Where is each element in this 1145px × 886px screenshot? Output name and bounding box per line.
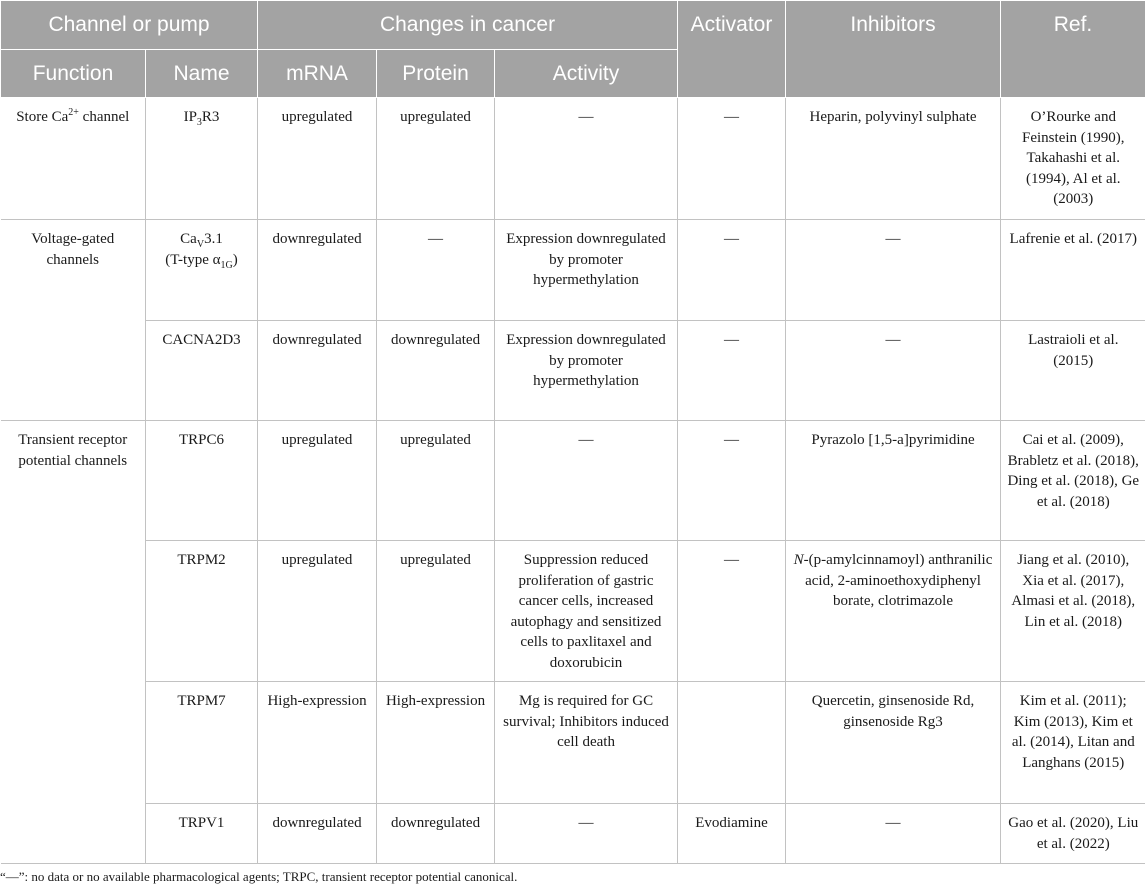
cell-mrna: downregulated bbox=[258, 321, 377, 421]
cell-ref: O’Rourke and Feinstein (1990), Takahashi et al. (1994), Al et al. (2003) bbox=[1001, 98, 1145, 220]
cell-mrna: upregulated bbox=[258, 98, 377, 220]
cell-inhibitors: Pyrazolo [1,5-a]pyrimidine bbox=[786, 421, 1001, 541]
cell-activity: Mg is required for GC survival; Inhibitors induced cell death bbox=[495, 682, 678, 804]
cell-activity: — bbox=[495, 98, 678, 220]
table-row bbox=[1, 804, 1145, 864]
cell-inhibitors: Quercetin, ginsenoside Rd, ginsenoside Rg3 bbox=[786, 682, 1001, 804]
cell-ref: Cai et al. (2009), Brabletz et al. (2018), Ding et al. (2018), Ge et al. (2018) bbox=[1001, 421, 1145, 541]
cell-inhibitors: N-(p-amylcinnamoyl) anthranilic acid, 2-aminoethoxydiphenyl borate, clotrimazole bbox=[786, 541, 1001, 682]
cell-protein: downregulated bbox=[377, 804, 495, 864]
cell-name: $Ca_V3.1$ (T-type $\alpha_{1G}$) bbox=[146, 220, 258, 321]
cell-activator: — bbox=[678, 220, 786, 321]
cell-protein: High-expression bbox=[377, 682, 495, 804]
cell-inhibitors: — bbox=[786, 321, 1001, 421]
cell-name: TRPM7 bbox=[146, 682, 258, 804]
cell-protein: upregulated bbox=[377, 541, 495, 682]
cell-protein: upregulated bbox=[377, 421, 495, 541]
cell-activator: — bbox=[678, 541, 786, 682]
cell-name: CACNA2D3 bbox=[146, 321, 258, 421]
table-footnote: “—”: no data or no available pharmacological agents; TRPC, transient receptor potential canonical. bbox=[0, 869, 518, 884]
cell-inhibitors: Heparin, polyvinyl sulphate bbox=[786, 98, 1001, 220]
cell-activator bbox=[678, 682, 786, 804]
cell-mrna: downregulated bbox=[258, 804, 377, 864]
cell-inhibitors: — bbox=[786, 220, 1001, 321]
cell-activator: Evodiamine bbox=[678, 804, 786, 864]
table-row bbox=[1, 98, 1145, 220]
cell-ref: Lafrenie et al. (2017) bbox=[1001, 220, 1145, 321]
cell-mrna: downregulated bbox=[258, 220, 377, 321]
cell-activator: — bbox=[678, 321, 786, 421]
header-mrna: mRNA bbox=[258, 50, 377, 98]
table-row bbox=[1, 421, 1145, 541]
group-trp-channels: Transient receptor potential channels bbox=[1, 421, 146, 864]
header-protein: Protein bbox=[377, 50, 495, 98]
cell-mrna: High-expression bbox=[258, 682, 377, 804]
table-row bbox=[1, 682, 1145, 804]
table-row bbox=[1, 541, 1145, 682]
header-activity: Activity bbox=[495, 50, 678, 98]
cell-ref: Jiang et al. (2010), Xia et al. (2017), Almasi et al. (2018), Lin et al. (2018) bbox=[1001, 541, 1145, 682]
cell-name: TRPV1 bbox=[146, 804, 258, 864]
cell-mrna: upregulated bbox=[258, 541, 377, 682]
cell-activity: Expression downregulated by promoter hypermethylation bbox=[495, 321, 678, 421]
header-inhibitors: Inhibitors bbox=[786, 1, 1001, 98]
group-store-channel: Store $Ca^{2+}$ channel bbox=[1, 98, 146, 220]
header-ref: Ref. bbox=[1001, 1, 1145, 98]
cell-ref: Lastraioli et al. (2015) bbox=[1001, 321, 1145, 421]
cell-name: TRPM2 bbox=[146, 541, 258, 682]
header-activator: Activator bbox=[678, 1, 786, 98]
cell-activator: — bbox=[678, 421, 786, 541]
cell-activity: — bbox=[495, 804, 678, 864]
cell-activator: — bbox=[678, 98, 786, 220]
cell-protein: upregulated bbox=[377, 98, 495, 220]
cell-name: TRPC6 bbox=[146, 421, 258, 541]
cell-activity: Expression downregulated by promoter hypermethylation bbox=[495, 220, 678, 321]
cell-name: $IP_3R3$ bbox=[146, 98, 258, 220]
cell-ref: Kim et al. (2011); Kim (2013), Kim et al. (2014), Litan and Langhans (2015) bbox=[1001, 682, 1145, 804]
header-channel-or-pump: Channel or pump bbox=[1, 1, 258, 50]
table-row bbox=[1, 220, 1145, 321]
cell-protein: downregulated bbox=[377, 321, 495, 421]
cell-mrna: upregulated bbox=[258, 421, 377, 541]
group-voltage-gated: Voltage-gated channels bbox=[1, 220, 146, 421]
header-name: Name bbox=[146, 50, 258, 98]
cell-inhibitors: — bbox=[786, 804, 1001, 864]
cell-ref: Gao et al. (2020), Liu et al. (2022) bbox=[1001, 804, 1145, 864]
header-changes-in-cancer: Changes in cancer bbox=[258, 1, 678, 50]
table-row bbox=[1, 321, 1145, 421]
cell-activity: — bbox=[495, 421, 678, 541]
cell-protein: — bbox=[377, 220, 495, 321]
cell-activity: Suppression reduced proliferation of gastric cancer cells, increased autophagy and sensitized cells to paxlitaxel and doxorubicin bbox=[495, 541, 678, 682]
group-label: Store Ca bbox=[16, 109, 69, 125]
header-function: Function bbox=[1, 50, 146, 98]
